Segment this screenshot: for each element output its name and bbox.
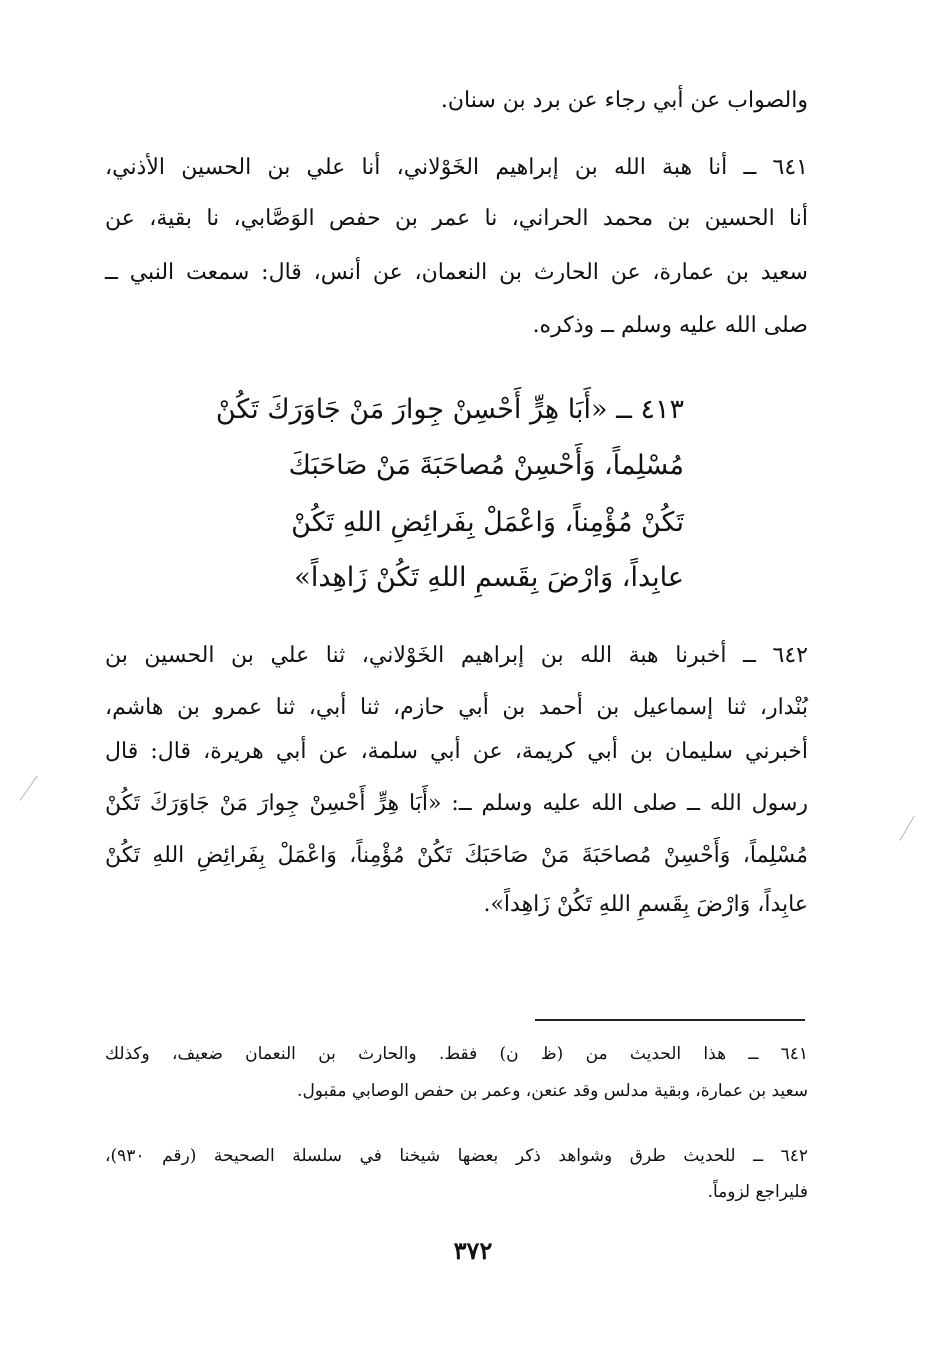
- text-line: بُنْدار، ثنا إسماعيل بن أحمد بن أبي حازم، ثنا أبي، ثنا عمرو بن هاشم،: [105, 695, 808, 720]
- footnote-line: سعيد بن عمارة، وبقية مدلس وقد عنعن، وعمر بن حفص الوصابي مقبول.: [297, 1081, 808, 1101]
- text-line: رسول الله ــ صلى الله عليه وسلم ــ: «أَبَا هِرٍّ أَحْسِنْ جِوارَ مَنْ جَاوَرَكَ تَكُنْ: [105, 791, 808, 816]
- text-line: أخبرني سليمان بن أبي كريمة، عن أبي سلمة، عن أبي هريرة، قال: قال: [105, 739, 808, 764]
- text-line: ٦٤١ ــ أنا هبة الله بن إبراهيم الخَوْلاني، أنا علي بن الحسين الأذني،: [105, 155, 808, 180]
- footnote-line: ٦٤٢ ــ للحديث طرق وشواهد ذكر بعضها شيخنا في سلسلة الصحيحة (رقم ٩٣٠)،: [105, 1146, 808, 1166]
- text-line: مُسْلِماً، وَأَحْسِنْ مُصاحَبَةَ مَنْ صَاحَبَكَ تَكُنْ مُؤْمِناً، وَاعْمَلْ بِفَرائِضِ اللهِ تَكُنْ: [105, 843, 808, 868]
- text-line: والصواب عن أبي رجاء عن برد بن سنان.: [440, 88, 808, 113]
- footnote-line: فليراجع لزوماً.: [707, 1182, 808, 1202]
- text-line: صلى الله عليه وسلم ــ وذكره.: [532, 313, 808, 338]
- page-number: ٣٧٢: [453, 1236, 493, 1265]
- text-line: سعيد بن عمارة، عن الحارث بن النعمان، عن أنس، قال: سمعت النبي ــ: [105, 260, 808, 285]
- text-line: ٦٤٢ ــ أخبرنا هبة الله بن إبراهيم الخَوْلاني، ثنا علي بن الحسين بن: [105, 643, 808, 668]
- hadith-block-line: مُسْلِماً، وَأَحْسِنْ مُصاحَبَةَ مَنْ صَاحَبَكَ: [288, 450, 684, 481]
- text-line: أنا الحسين بن محمد الحراني، نا عمر بن حفص الوَصَّابي، نا بقية، عن: [105, 206, 808, 231]
- scan-mark: [20, 776, 38, 801]
- hadith-block-line: عابِداً، وَارْضَ بِقَسمِ اللهِ تَكُنْ زَاهِداً»: [294, 562, 684, 593]
- hadith-block-line: ٤١٣ ــ «أَبَا هِرٍّ أَحْسِنْ جِوارَ مَنْ جَاوَرَكَ تَكُنْ: [215, 394, 684, 425]
- text-line: عابِداً، وَارْضَ بِقَسمِ اللهِ تَكُنْ زَاهِداً».: [483, 892, 808, 917]
- footnote-rule: [535, 1019, 805, 1021]
- footnote-line: ٦٤١ ــ هذا الحديث من (ظ ن) فقط. والحارث بن النعمان ضعيف، وكذلك: [105, 1044, 808, 1064]
- hadith-block-line: تَكُنْ مُؤْمِناً، وَاعْمَلْ بِفَرائِضِ اللهِ تَكُنْ: [291, 507, 684, 538]
- scan-mark: [900, 816, 915, 841]
